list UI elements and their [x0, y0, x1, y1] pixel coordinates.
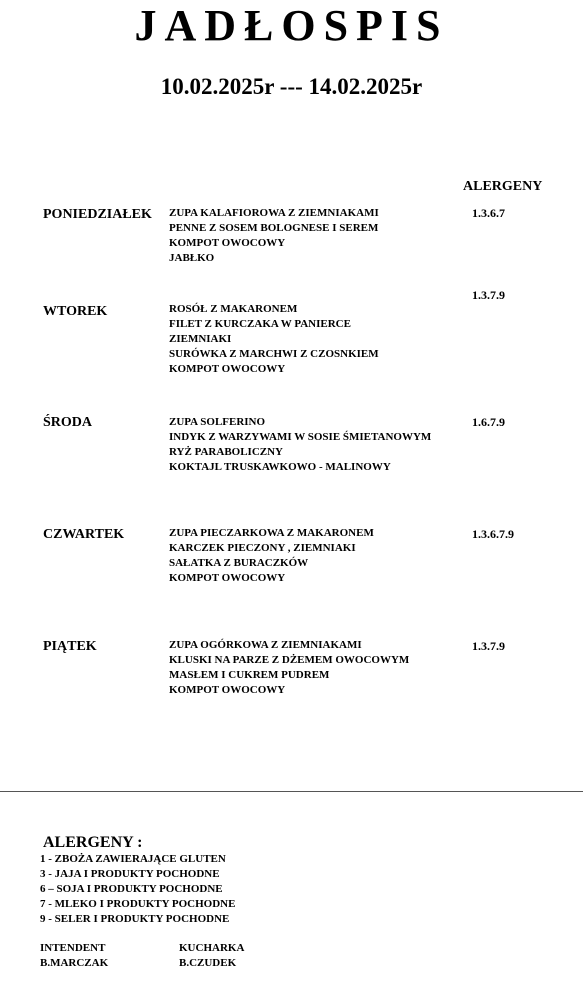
day-name-tuesday: WTOREK — [43, 304, 108, 319]
dish-list-tuesday — [169, 302, 379, 377]
allergen-codes-wednesday: 1.6.7.9 — [472, 415, 505, 429]
dish-list-wednesday — [169, 415, 431, 475]
allergen-legend-title: ALERGENY : — [43, 834, 143, 851]
menu-title: JADŁOSPIS — [134, 1, 449, 50]
dish-item: SAŁATKA Z BURACZKÓW — [169, 557, 309, 569]
signature-name: B.CZUDEK — [179, 957, 237, 969]
dish-item: MASŁEM I CUKREM PUDREM — [169, 669, 330, 681]
dish-item: FILET Z KURCZAKA W PANIERCE — [169, 318, 351, 330]
dish-item: ZUPA SOLFERINO — [169, 416, 266, 428]
dish-item: KOMPOT OWOCOWY — [169, 572, 286, 584]
dish-item: KOMPOT OWOCOWY — [169, 237, 286, 249]
dish-item: ZIEMNIAKI — [169, 333, 232, 345]
day-name-monday: PONIEDZIAŁEK — [43, 207, 152, 222]
page-divider — [0, 791, 583, 792]
dish-item: KOKTAJL TRUSKAWKOWO - MALINOWY — [169, 461, 391, 473]
allergen-legend-item: 7 - MLEKO I PRODUKTY POCHODNE — [40, 898, 236, 910]
signature-role: INTENDENT — [40, 942, 106, 954]
dish-list-monday — [169, 206, 379, 266]
dish-item: ZUPA PIECZARKOWA Z MAKARONEM — [169, 527, 374, 539]
allergen-legend-item: 6 – SOJA I PRODUKTY POCHODNE — [40, 883, 223, 895]
dish-item: ZUPA OGÓRKOWA Z ZIEMNIAKAMI — [169, 639, 362, 651]
signature-intendent — [40, 941, 108, 971]
dish-item: ZUPA KALAFIOROWA Z ZIEMNIAKAMI — [169, 207, 379, 219]
dish-list-friday — [169, 638, 409, 698]
day-name-friday: PIĄTEK — [43, 639, 97, 654]
allergen-legend-item: 1 - ZBOŻA ZAWIERAJĄCE GLUTEN — [40, 853, 226, 865]
allergen-legend-item: 9 - SELER I PRODUKTY POCHODNE — [40, 913, 230, 925]
signature-role: KUCHARKA — [179, 942, 245, 954]
signature-name: B.MARCZAK — [40, 957, 109, 969]
day-name-wednesday: ŚRODA — [43, 415, 93, 430]
allergen-legend-item: 3 - JAJA I PRODUKTY POCHODNE — [40, 868, 220, 880]
allergen-codes-tuesday: 1.3.7.9 — [472, 288, 505, 302]
allergen-codes-thursday: 1.3.6.7.9 — [472, 527, 514, 541]
dish-item: ROSÓŁ Z MAKARONEM — [169, 303, 298, 315]
dish-list-thursday — [169, 526, 374, 586]
allergen-codes-friday: 1.3.7.9 — [472, 639, 505, 653]
dish-item: SURÓWKA Z MARCHWI Z CZOSNKIEM — [169, 348, 379, 360]
dish-item: JABŁKO — [169, 252, 215, 264]
allergen-codes-monday: 1.3.6.7 — [472, 206, 505, 220]
day-name-thursday: CZWARTEK — [43, 527, 125, 542]
allergen-legend-list — [40, 852, 235, 927]
dish-item: KOMPOT OWOCOWY — [169, 684, 286, 696]
dish-item: PENNE Z SOSEM BOLOGNESE I SEREM — [169, 222, 379, 234]
dish-item: KLUSKI NA PARZE Z DŻEMEM OWOCOWYM — [169, 654, 410, 666]
allergen-column-header: ALERGENY — [463, 179, 543, 194]
dish-item: KOMPOT OWOCOWY — [169, 363, 286, 375]
dish-item: INDYK Z WARZYWAMI W SOSIE ŚMIETANOWYM — [169, 431, 432, 443]
dish-item: RYŻ PARABOLICZNY — [169, 446, 284, 458]
dish-item: KARCZEK PIECZONY , ZIEMNIAKI — [169, 542, 356, 554]
signature-cook — [179, 941, 244, 971]
date-range: 10.02.2025r --- 14.02.2025r — [160, 74, 423, 99]
